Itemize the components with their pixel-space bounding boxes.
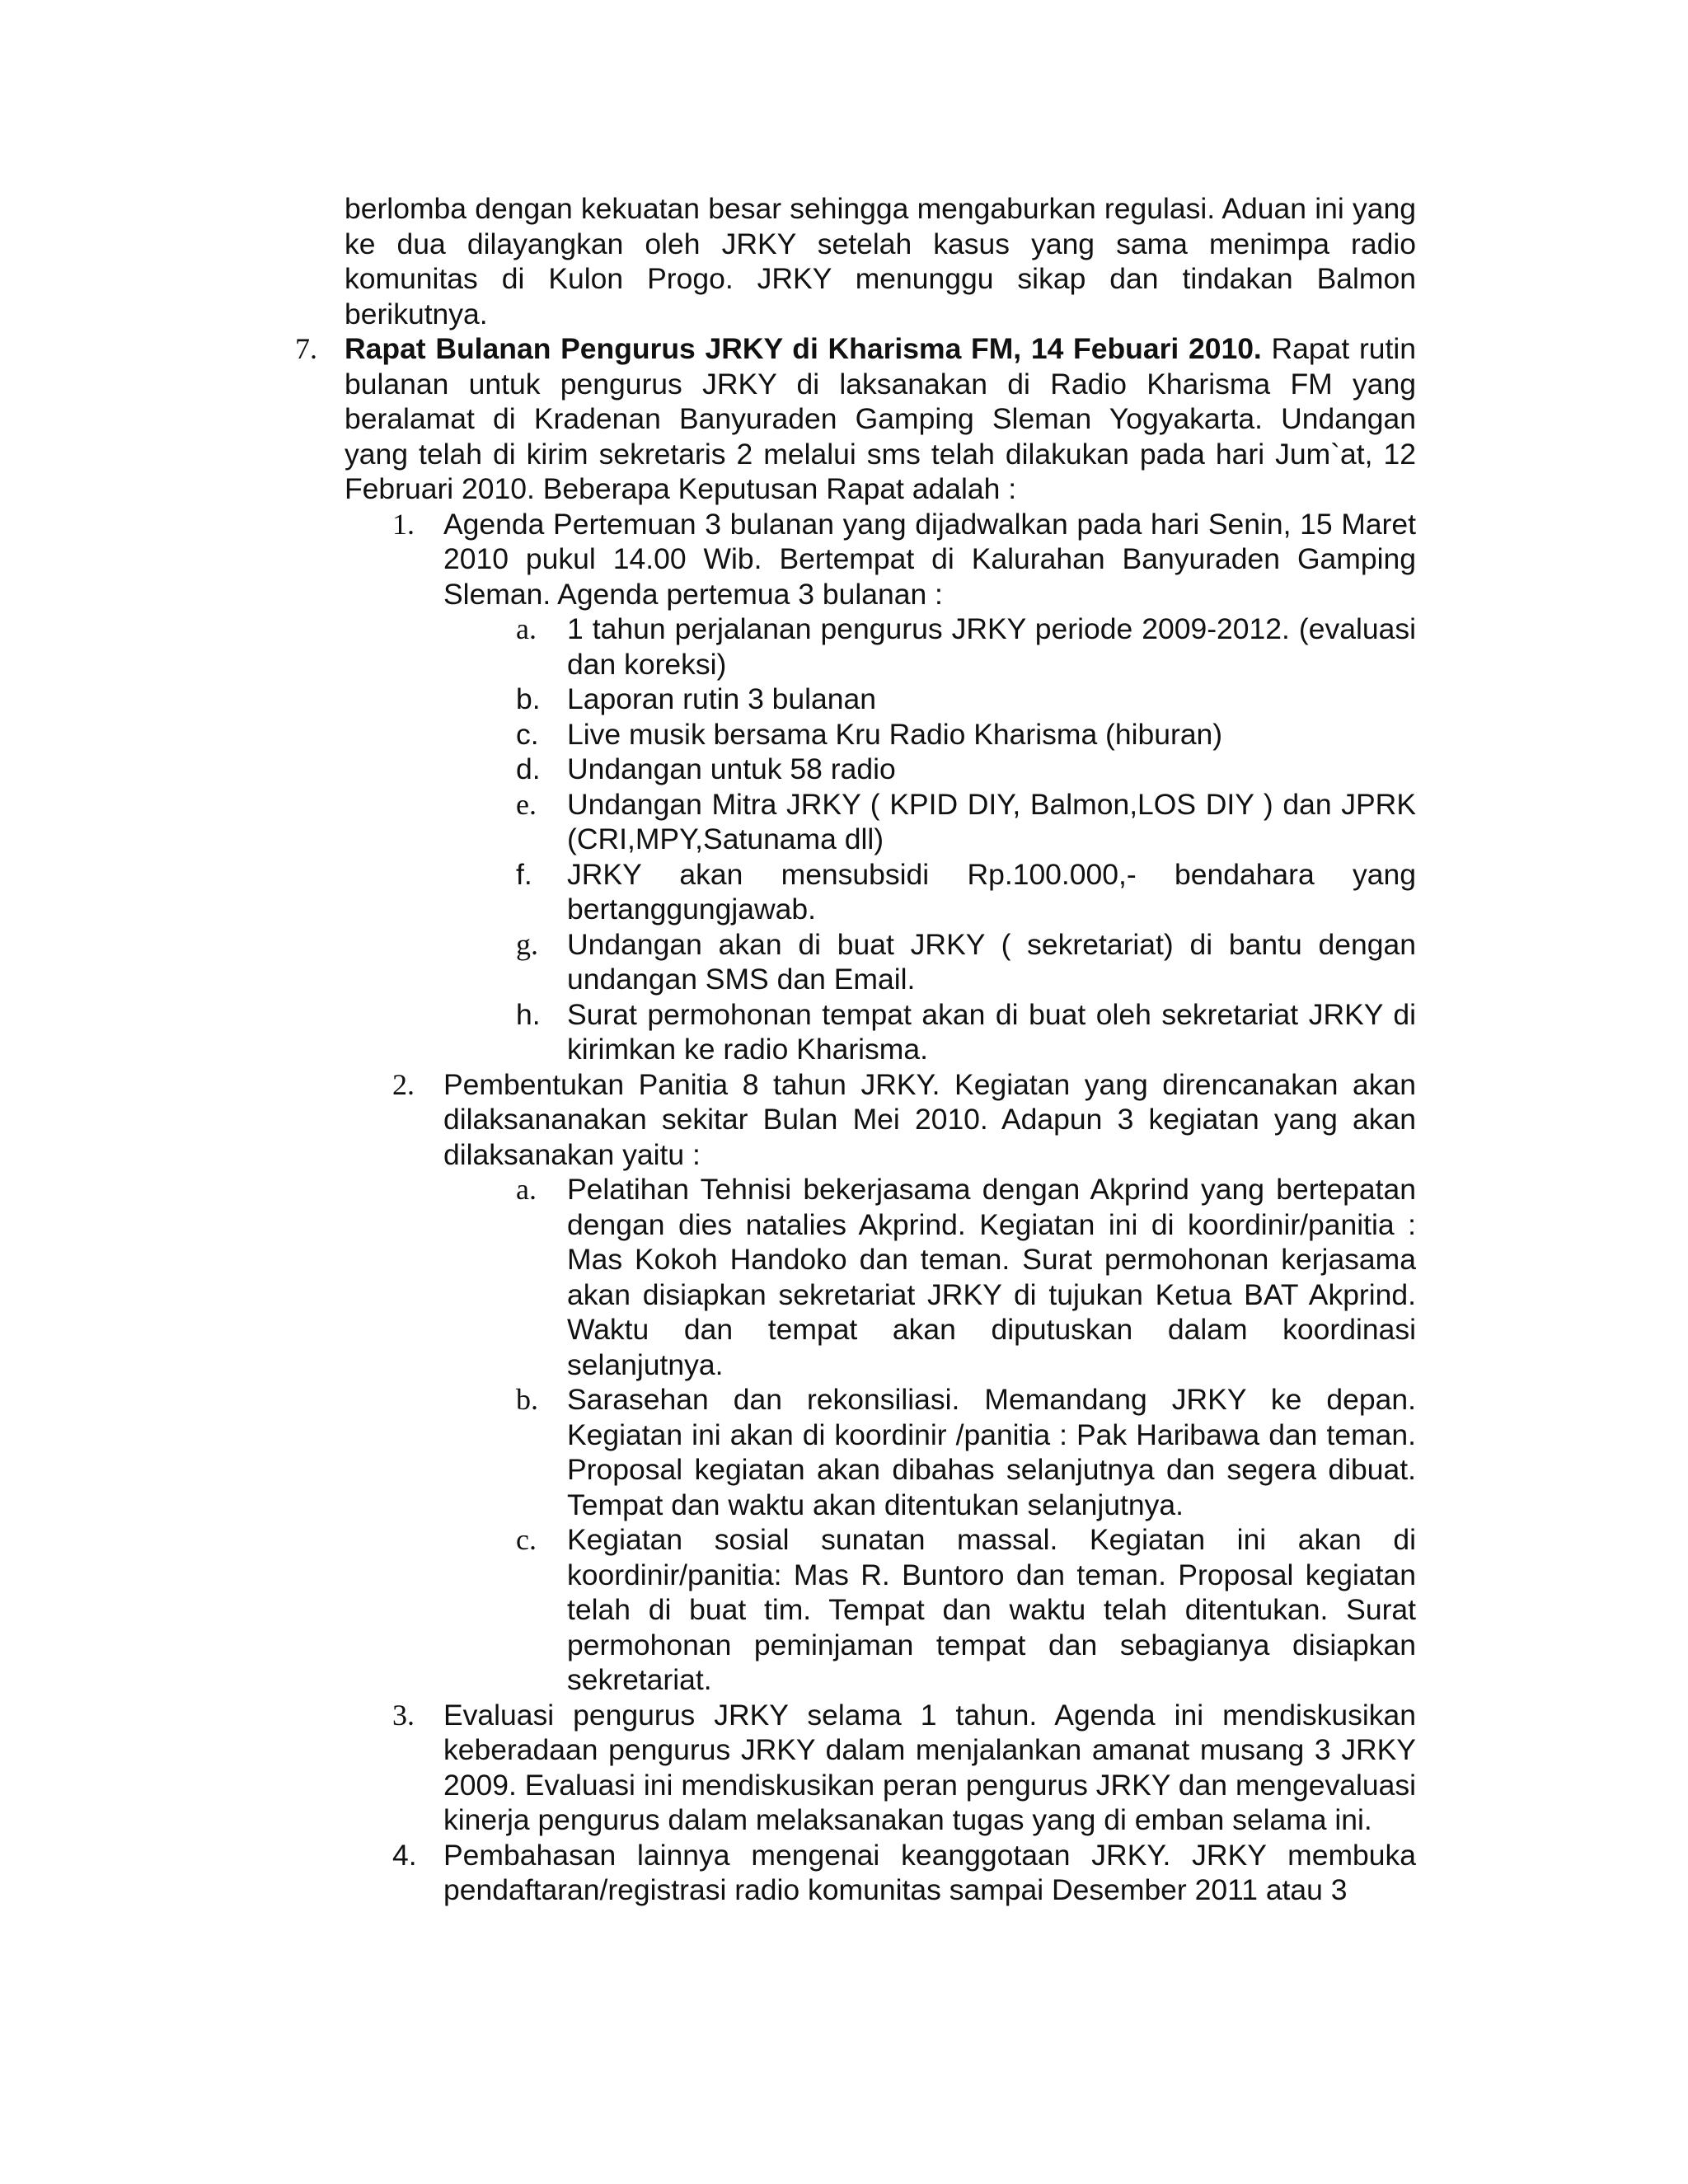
list-marker: 3. <box>392 1698 415 1732</box>
sub-item <box>516 612 1416 682</box>
sub-item <box>516 752 1416 787</box>
list-marker: b. <box>516 1383 538 1416</box>
sub-item <box>516 682 1416 717</box>
list-marker: d. <box>516 752 541 785</box>
item-heading: Rapat Bulanan Pengurus JRKY di Kharisma FM, 14 Febuari 2010. <box>345 332 1262 365</box>
list-marker: 1. <box>392 507 415 541</box>
sub-item-text: Undangan Mitra JRKY ( KPID DIY, Balmon,LOS DIY ) dan JPRK (CRI,MPY,Satunama dll) <box>567 787 1416 855</box>
sub-item <box>516 927 1416 997</box>
list-marker: g. <box>516 927 538 961</box>
sub-item <box>516 787 1416 857</box>
sub-item <box>516 1172 1416 1382</box>
list-item-7 <box>295 331 1417 507</box>
decision-item-4 <box>392 1838 1416 1908</box>
sub-item <box>516 1382 1416 1522</box>
decision-text: Evaluasi pengurus JRKY selama 1 tahun. Agenda ini mendiskusikan keberadaan pengurus JRKY dalam menjalankan amanat musang 3 JRKY 2009. Evaluasi ini mendiskusikan peran pengurus JRKY dan mengevaluasi kinerja pengurus dalam melaksanakan tugas yang di emban selama ini. <box>443 1698 1416 1836</box>
decision-text: Pembentukan Panitia 8 tahun JRKY. Kegiatan yang direncanakan akan dilaksananakan sekitar Bulan Mei 2010. Adapun 3 kegiatan yang akan dilaksanakan yaitu : <box>443 1067 1416 1171</box>
sub-item-text: JRKY akan mensubsidi Rp.100.000,- bendahara yang bertanggungjawab. <box>567 857 1416 926</box>
sub-item-text: Pelatihan Tehnisi bekerjasama dengan Akprind yang bertepatan dengan dies natalies Akprind. Kegiatan ini di koordinir/panitia : Mas Kokoh Handoko dan teman. Surat permohonan kerjasama akan disiapkan sekretariat JRKY di tujukan Ketua BAT Akprind. Waktu dan tempat akan diputuskan dalam koordinasi selanjutnya. <box>567 1173 1416 1381</box>
sub-item <box>516 1522 1416 1698</box>
sub-item-text: Live musik bersama Kru Radio Kharisma (hiburan) <box>567 717 1223 751</box>
decision-text: Agenda Pertemuan 3 bulanan yang dijadwalkan pada hari Senin, 15 Maret 2010 pukul 14.00 Wib. Bertempat di Kalurahan Banyuraden Gamping Sleman. Agenda pertemua 3 bulanan : <box>443 507 1416 611</box>
continuation-paragraph: berlomba dengan kekuatan besar sehingga mengaburkan regulasi. Aduan ini yang ke dua dilayangkan oleh JRKY setelah kasus yang sama menimpa radio komunitas di Kulon Progo. JRKY menunggu sikap dan tindakan Balmon berikutnya. <box>345 192 1416 330</box>
decision-item-2 <box>392 1067 1416 1173</box>
document-body <box>295 191 1417 1908</box>
list-marker: e. <box>516 787 537 821</box>
sub-item-text: Undangan akan di buat JRKY ( sekretariat) di bantu dengan undangan SMS dan Email. <box>567 927 1416 996</box>
sub-item <box>516 857 1416 927</box>
decision-item-1 <box>392 507 1416 612</box>
list-marker: a. <box>516 1173 537 1206</box>
sub-item <box>516 717 1416 752</box>
sub-item-text: Laporan rutin 3 bulanan <box>567 682 877 715</box>
list-marker: a. <box>516 612 537 645</box>
list-marker: c. <box>516 717 539 751</box>
list-marker: c. <box>516 1523 537 1556</box>
sub-item-text: 1 tahun perjalanan pengurus JRKY periode 2009-2012. (evaluasi dan koreksi) <box>567 612 1416 681</box>
sub-item-text: Surat permohonan tempat akan di buat oleh sekretariat JRKY di kirimkan ke radio Kharisma. <box>567 997 1416 1066</box>
decision-text: Pembahasan lainnya mengenai keanggotaan JRKY. JRKY membuka pendaftaran/registrasi radio komunitas sampai Desember 2011 atau 3 <box>443 1838 1416 1906</box>
list-marker: b. <box>516 682 541 715</box>
sub-item-text: Kegiatan sosial sunatan massal. Kegiatan ini akan di koordinir/panitia: Mas R. Buntoro dan teman. Proposal kegiatan telah di buat tim. Tempat dan waktu telah ditentukan. Surat permohonan peminjaman tempat dan sebagianya disiapkan sekretariat. <box>567 1523 1416 1696</box>
list-marker: h. <box>516 997 541 1031</box>
sub-item-text: Undangan untuk 58 radio <box>567 752 896 785</box>
list-marker: 4. <box>392 1838 417 1872</box>
sub-item <box>516 997 1416 1067</box>
list-marker: 2. <box>392 1067 415 1101</box>
item-body: Rapat rutin bulanan untuk pengurus JRKY di laksanakan di Radio Kharisma FM yang beralamat di Kradenan Banyuraden Gamping Sleman Yogyakarta. Undangan yang telah di kirim sekretaris 2 melalui sms telah dilakukan pada hari Jum`at, 12 Februari 2010. Beberapa Keputusan Rapat adalah : <box>345 332 1417 505</box>
list-marker: f. <box>516 857 532 891</box>
decision-item-3 <box>392 1698 1416 1838</box>
list-marker: 7. <box>295 332 317 365</box>
sub-item-text: Sarasehan dan rekonsiliasi. Memandang JRKY ke depan. Kegiatan ini akan di koordinir /panitia : Pak Haribawa dan teman. Proposal kegiatan akan dibahas selanjutnya dan segera dibuat. Tempat dan waktu akan ditentukan selanjutnya. <box>567 1383 1416 1521</box>
